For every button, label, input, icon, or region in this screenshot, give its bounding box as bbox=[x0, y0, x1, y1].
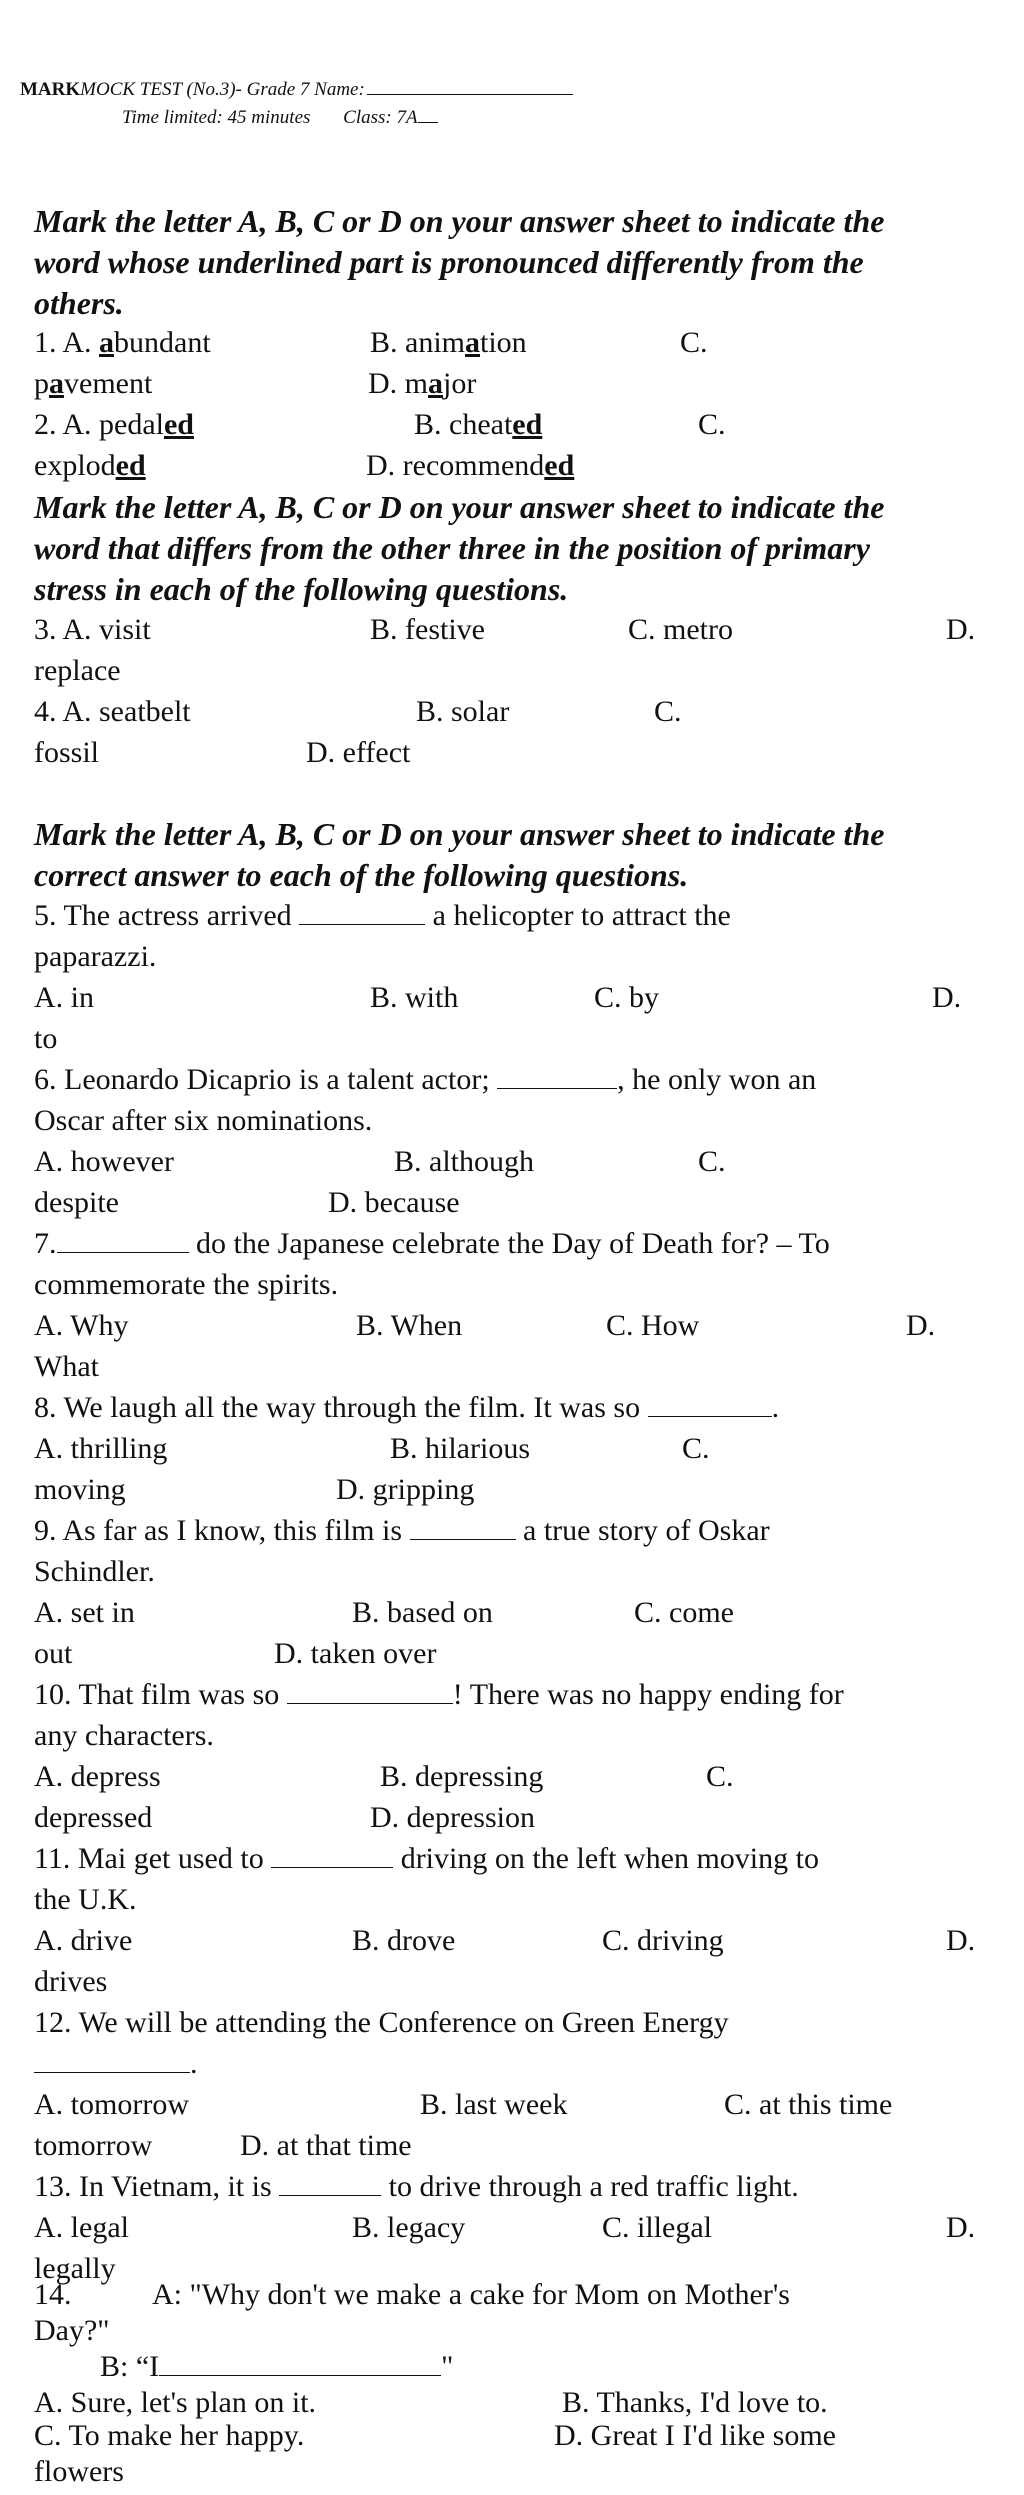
question-7 bbox=[34, 1226, 994, 1262]
text-segment: . bbox=[190, 2047, 198, 2080]
text-segment: fossil bbox=[34, 736, 100, 769]
grammar-instruction-1: Mark the letter A, B, C or D on your answer sheet to indicate the bbox=[34, 816, 885, 852]
text-segment bbox=[34, 366, 152, 402]
text-segment: B: “I bbox=[100, 2350, 160, 2383]
text-segment: bundant bbox=[114, 326, 211, 359]
text-segment: A. Sure, let's plan on it. bbox=[34, 2386, 317, 2419]
text-segment: D. gripping bbox=[336, 1473, 475, 1506]
underlined-sound: ed bbox=[512, 408, 543, 441]
text-segment: moving bbox=[34, 1473, 126, 1506]
question-9-cont bbox=[34, 1554, 994, 1590]
text-segment: depressed bbox=[34, 1801, 153, 1834]
question-7-cont bbox=[34, 1267, 994, 1303]
text-segment: D. Great I I'd like some bbox=[554, 2419, 836, 2452]
text-segment: 7. bbox=[34, 1227, 57, 1260]
text-segment: 2. A. pedal bbox=[34, 408, 164, 441]
text-segment: D. because bbox=[328, 1186, 460, 1219]
text-segment bbox=[368, 366, 476, 402]
text-segment: 9. As far as I know, this film is bbox=[34, 1514, 403, 1547]
text-segment: a helicopter to attract the bbox=[432, 899, 731, 932]
text-segment: D. bbox=[946, 2211, 976, 2244]
text-segment: D. recommend bbox=[366, 449, 545, 482]
text-segment: A. depress bbox=[34, 1760, 161, 1793]
text-segment: Oscar after six nominations. bbox=[34, 1104, 373, 1137]
question-7-options-cont bbox=[34, 1349, 994, 1385]
test-title bbox=[20, 78, 573, 101]
text-segment: C. by bbox=[594, 981, 660, 1014]
text-segment: paparazzi. bbox=[34, 940, 157, 973]
text-segment: " bbox=[441, 2350, 454, 2383]
question-6 bbox=[34, 1062, 994, 1098]
text-segment bbox=[370, 325, 527, 361]
text-segment: any characters. bbox=[34, 1719, 214, 1752]
answer-blank bbox=[497, 1064, 617, 1089]
underlined-sound: ed bbox=[544, 449, 575, 482]
text-segment: 5. The actress arrived bbox=[34, 899, 292, 932]
text-segment: A. however bbox=[34, 1145, 174, 1178]
text-segment: C. metro bbox=[628, 613, 733, 646]
text-segment: D. bbox=[906, 1309, 936, 1342]
class-blank bbox=[418, 108, 438, 123]
question-14-cont bbox=[34, 2313, 994, 2349]
text-segment: D. effect bbox=[306, 736, 411, 769]
text-segment: What bbox=[34, 1350, 99, 1383]
underlined-sound: ed bbox=[163, 408, 194, 441]
question-11 bbox=[34, 1841, 994, 1877]
text-segment: p bbox=[34, 367, 49, 400]
underlined-sound: a bbox=[49, 367, 64, 400]
text-segment: 11. Mai get used to bbox=[34, 1842, 264, 1875]
question-10 bbox=[34, 1677, 994, 1713]
mark-label: MARK bbox=[20, 79, 81, 100]
text-segment: 8. We laugh all the way through the film. It was so bbox=[34, 1391, 641, 1424]
text-segment: A. thrilling bbox=[34, 1432, 168, 1465]
text-segment: C. illegal bbox=[602, 2211, 712, 2244]
stress-instruction-1: Mark the letter A, B, C or D on your answer sheet to indicate the bbox=[34, 489, 885, 525]
text-segment: B. with bbox=[370, 981, 459, 1014]
text-segment: B. based on bbox=[352, 1596, 493, 1629]
text-segment: C. bbox=[706, 1760, 734, 1793]
text-segment: 13. In Vietnam, it is bbox=[34, 2170, 272, 2203]
class-label: Class: 7A bbox=[343, 107, 418, 128]
text-segment: driving on the left when moving to bbox=[400, 1842, 819, 1875]
text-segment: C. bbox=[680, 326, 708, 359]
text-segment: A: "Why don't we make a cake for Mom on Mother's bbox=[152, 2278, 790, 2311]
text-segment: Schindler. bbox=[34, 1555, 155, 1588]
question-14-reply bbox=[34, 2349, 994, 2385]
underlined-sound: ed bbox=[115, 449, 146, 482]
text-segment: B. Thanks, I'd love to. bbox=[562, 2386, 828, 2419]
answer-blank bbox=[34, 2048, 190, 2073]
text-segment: C. bbox=[654, 695, 682, 728]
text-segment: B. When bbox=[356, 1309, 463, 1342]
text-segment: the U.K. bbox=[34, 1883, 137, 1916]
text-segment: out bbox=[34, 1637, 73, 1670]
text-segment: B. anim bbox=[370, 326, 465, 359]
text-segment bbox=[34, 325, 211, 361]
text-segment: B. legacy bbox=[352, 2211, 466, 2244]
question-11-options-cont bbox=[34, 1964, 994, 2000]
text-segment: D. at that time bbox=[240, 2129, 412, 2162]
text-segment: 12. We will be attending the Conference on Green Energy bbox=[34, 2006, 729, 2039]
text-segment: C. bbox=[698, 1145, 726, 1178]
question-5 bbox=[34, 898, 994, 934]
text-segment: B. depressing bbox=[380, 1760, 544, 1793]
text-segment: ! There was no happy ending for bbox=[452, 1678, 844, 1711]
text-segment: 10. That film was so bbox=[34, 1678, 280, 1711]
text-segment: tion bbox=[480, 326, 527, 359]
answer-blank bbox=[299, 900, 425, 925]
answer-blank bbox=[159, 2351, 441, 2376]
answer-blank bbox=[648, 1392, 772, 1417]
title-text: MOCK TEST (No.3)- Grade 7 Name: bbox=[80, 79, 365, 100]
pronunciation-instruction-2: word whose underlined part is pronounced differently from the bbox=[34, 244, 864, 280]
question-12 bbox=[34, 2005, 994, 2041]
answer-blank bbox=[279, 2171, 381, 2196]
text-segment: , he only won an bbox=[617, 1063, 817, 1096]
text-segment: B. cheat bbox=[414, 408, 513, 441]
question-6-cont bbox=[34, 1103, 994, 1139]
answer-blank bbox=[287, 1679, 453, 1704]
text-segment: a true story of Oskar bbox=[523, 1514, 770, 1547]
text-segment: despite bbox=[34, 1186, 119, 1219]
pronunciation-instruction-3: others. bbox=[34, 285, 124, 321]
text-segment: . bbox=[771, 1391, 780, 1424]
text-segment: D. bbox=[946, 613, 976, 646]
text-segment: B. festive bbox=[370, 613, 485, 646]
text-segment: Day?" bbox=[34, 2314, 110, 2347]
question-14-options-3 bbox=[34, 2457, 994, 2487]
time-limit: Time limited: 45 minutes bbox=[122, 107, 311, 128]
grammar-instruction-2: correct answer to each of the following questions. bbox=[34, 857, 689, 893]
name-blank bbox=[367, 78, 573, 95]
question-10-cont bbox=[34, 1718, 994, 1754]
text-segment: legally bbox=[34, 2252, 116, 2285]
text-segment: 3. A. visit bbox=[34, 613, 151, 646]
text-segment: B. solar bbox=[416, 695, 510, 728]
text-segment: jor bbox=[443, 367, 477, 400]
text-segment: B. last week bbox=[420, 2088, 568, 2121]
text-segment: B. drove bbox=[352, 1924, 456, 1957]
text-segment: D. bbox=[946, 1924, 976, 1957]
text-segment: C. come bbox=[634, 1596, 734, 1629]
question-8 bbox=[34, 1390, 994, 1426]
underlined-sound: a bbox=[428, 367, 443, 400]
test-subtitle bbox=[122, 107, 438, 129]
text-segment: to bbox=[34, 1022, 58, 1055]
text-segment: C. driving bbox=[602, 1924, 724, 1957]
pronunciation-instruction-1: Mark the letter A, B, C or D on your answer sheet to indicate the bbox=[34, 203, 885, 239]
question-12-cont bbox=[34, 2046, 994, 2082]
text-segment: D. depression bbox=[370, 1801, 535, 1834]
text-segment: tomorrow bbox=[34, 2129, 153, 2162]
text-segment: A. legal bbox=[34, 2211, 129, 2244]
answer-blank bbox=[271, 1843, 393, 1868]
text-segment: A. in bbox=[34, 981, 94, 1014]
text-segment bbox=[34, 407, 194, 443]
text-segment: D. m bbox=[368, 367, 428, 400]
text-segment: 6. Leonardo Dicaprio is a talent actor; bbox=[34, 1063, 490, 1096]
text-segment: A. drive bbox=[34, 1924, 133, 1957]
underlined-sound: a bbox=[99, 326, 115, 359]
text-segment: C. How bbox=[606, 1309, 700, 1342]
text-segment: C. To make her happy. bbox=[34, 2419, 305, 2452]
question-5-cont bbox=[34, 939, 994, 975]
text-segment: drives bbox=[34, 1965, 108, 1998]
text-segment: commemorate the spirits. bbox=[34, 1268, 339, 1301]
text-segment: vement bbox=[64, 367, 153, 400]
text-segment bbox=[366, 448, 574, 484]
text-segment: 14. bbox=[34, 2278, 72, 2311]
stress-instruction-2: word that differs from the other three in the position of primary bbox=[34, 530, 870, 566]
text-segment: B. hilarious bbox=[390, 1432, 530, 1465]
text-segment: D. bbox=[932, 981, 962, 1014]
answer-blank bbox=[410, 1515, 516, 1540]
text-segment: A. tomorrow bbox=[34, 2088, 189, 2121]
question-13 bbox=[34, 2169, 994, 2205]
text-segment: flowers bbox=[34, 2455, 124, 2488]
text-segment: C. at this time bbox=[724, 2088, 893, 2121]
stress-instruction-3: stress in each of the following questions. bbox=[34, 571, 569, 607]
text-segment: A. set in bbox=[34, 1596, 135, 1629]
text-segment bbox=[414, 407, 542, 443]
question-9 bbox=[34, 1513, 994, 1549]
text-segment: B. although bbox=[394, 1145, 534, 1178]
underlined-sound: a bbox=[465, 326, 480, 359]
text-segment: A. Why bbox=[34, 1309, 129, 1342]
answer-blank bbox=[57, 1228, 189, 1253]
text-segment: 4. A. seatbelt bbox=[34, 695, 191, 728]
text-segment: explod bbox=[34, 449, 116, 482]
text-segment: do the Japanese celebrate the Day of Death for? – To bbox=[196, 1227, 830, 1260]
text-segment: C. bbox=[682, 1432, 710, 1465]
text-segment: D. taken over bbox=[274, 1637, 437, 1670]
text-segment: 1. A. bbox=[34, 326, 100, 359]
text-segment: C. bbox=[698, 408, 726, 441]
text-segment bbox=[34, 448, 146, 484]
question-5-options-cont bbox=[34, 1021, 994, 1057]
text-segment: to drive through a red traffic light. bbox=[388, 2170, 799, 2203]
question-11-cont bbox=[34, 1882, 994, 1918]
text-segment: replace bbox=[34, 654, 121, 687]
